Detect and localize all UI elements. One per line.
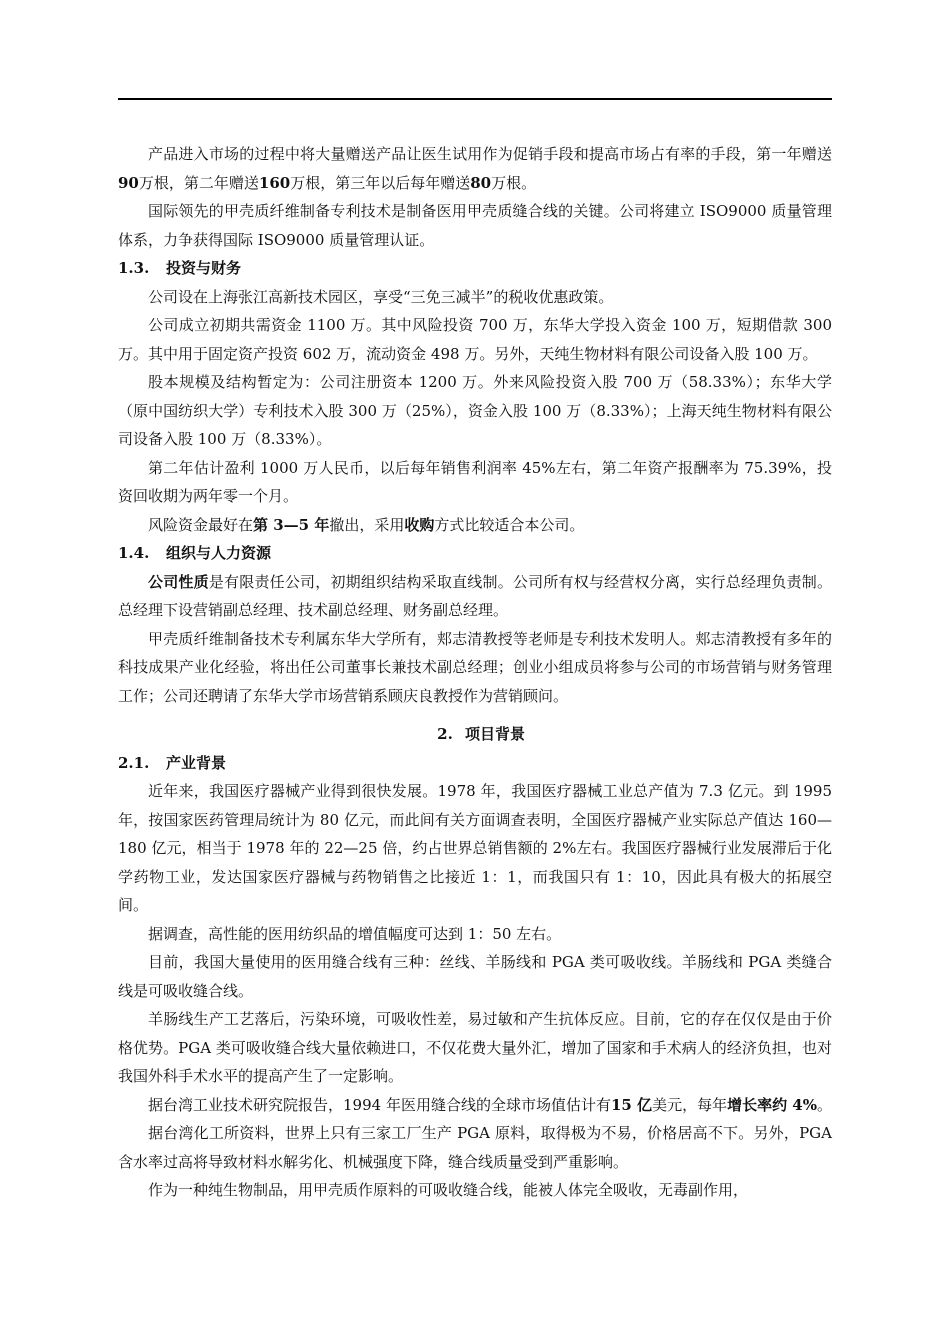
chapter-heading-2	[118, 720, 832, 749]
paragraph-market-value	[118, 1091, 832, 1120]
text: 撤出，采用	[329, 515, 405, 534]
document-body	[118, 140, 832, 1205]
bold-number: 80	[470, 173, 492, 192]
paragraph-survey: 据调查，高性能的医用纺织品的增值幅度可达到 1：50 左右。	[148, 924, 562, 943]
paragraph-industry: 近年来，我国医疗器械产业得到很快发展。1978 年，我国医疗器械工业总产值为 7.3 亿元。到 1995 年，按国家医药管理局统计为 80 亿元，而此间有关方面调查表明，全国医疗器械产业实际总产值达 160—180 亿元，相当于 1978 年的 22—25 倍，约占世界总销售额的 2%左右。我国医疗器械行业发展滞后于化学药物工业，发达国家医疗器械与药物销售之比接近 1：1，而我国只有 1：10，因此具有极大的拓展空间。	[118, 782, 832, 914]
section-heading-1-3	[118, 254, 832, 283]
text: 风险资金最好在	[148, 515, 254, 534]
paragraph-equity: 股本规模及结构暂定为：公司注册资本 1200 万。外来风险投资入股 700 万（58.33%）；东华大学（原中国纺织大学）专利技术入股 300 万（25%），资金入股 100 万（8.33%）；上海天纯生物材料有限公司设备入股 100 万（8.33%）。	[118, 373, 832, 448]
section-number: 2.1.	[118, 753, 150, 772]
paragraph-location: 公司设在上海张江高新技术园区，享受“三免三减半”的税收优惠政策。	[148, 287, 614, 306]
section-number: 1.4.	[118, 544, 150, 562]
section-heading-2-1	[118, 749, 832, 778]
chapter-title: 项目背景	[464, 725, 525, 743]
paragraph-team: 甲壳质纤维制备技术专利属东华大学所有，郏志清教授等老师是专利技术发明人。郏志清教授有多年的科技成果产业化经验，将出任公司董事长兼技术副总经理；创业小组成员将参与公司的市场营销与财务管理工作；公司还聘请了东华大学市场营销系顾庆良教授作为营销顾问。	[118, 629, 832, 705]
bold-text: 15 亿	[610, 1095, 653, 1114]
section-title: 投资与财务	[166, 259, 242, 277]
text: 万根。	[491, 173, 537, 192]
text: 美元，每年	[652, 1095, 728, 1114]
paragraph-promotion	[118, 140, 832, 197]
bold-text: 公司性质	[148, 572, 209, 591]
bold-text: 收购	[404, 515, 435, 534]
paragraph-exit	[118, 511, 832, 540]
chapter-number: 2.	[437, 725, 453, 743]
section-number: 1.3.	[118, 259, 150, 277]
section-title: 产业背景	[166, 753, 227, 772]
header-rule	[118, 98, 832, 100]
paragraph-catgut: 羊肠线生产工艺落后，污染环境，可吸收性差，易过敏和产生抗体反应。目前，它的存在仅仅是由于价格优势。PGA 类可吸收缝合线大量依赖进口，不仅花费大量外汇，增加了国家和手术病人的经济负担，也对我国外科手术水平的提高产生了一定影响。	[118, 1010, 832, 1085]
text: 方式比较适合本公司。	[434, 515, 585, 534]
bold-number: 90	[118, 173, 139, 192]
paragraph-chitin: 作为一种纯生物制品，用甲壳质作原料的可吸收缝合线，能被人体完全吸收，无毒副作用，	[148, 1181, 749, 1199]
bold-text: 第 3—5 年	[253, 515, 330, 534]
paragraph-profit: 第二年估计盈利 1000 万人民币，以后每年销售利润率 45%左右，第二年资产报酬率为 75.39%，投资回收期为两年零一个月。	[118, 458, 832, 505]
text: 万根，第三年以后每年赠送	[290, 173, 471, 192]
bold-text: 增长率约 4%	[727, 1095, 817, 1114]
bold-number: 160	[258, 173, 291, 192]
text: 。	[817, 1095, 833, 1114]
paragraph-iso: 国际领先的甲壳质纤维制备专利技术是制备医用甲壳质缝合线的关键。公司将建立 ISO9000 质量管理体系，力争获得国际 ISO9000 质量管理认证。	[118, 202, 832, 249]
section-heading-1-4	[118, 539, 832, 568]
paragraph-pga: 据台湾化工所资料，世界上只有三家工厂生产 PGA 原料，取得极为不易，价格居高不下。另外，PGA 含水率过高将导致材料水解劣化、机械强度下降，缝合线质量受到严重影响。	[118, 1124, 832, 1171]
text: 万根，第二年赠送	[138, 173, 259, 192]
text: 产品进入市场的过程中将大量赠送产品让医生试用作为促销手段和提高市场占有率的手段，第一年赠送	[148, 145, 832, 163]
paragraph-suture-types: 目前，我国大量使用的医用缝合线有三种：丝线、羊肠线和 PGA 类可吸收线。羊肠线和 PGA 类缝合线是可吸收缝合线。	[118, 953, 832, 1000]
paragraph-company-nature	[118, 568, 832, 625]
section-title: 组织与人力资源	[166, 544, 272, 562]
text: 是有限责任公司，初期组织结构采取直线制。公司所有权与经营权分离，实行总经理负责制。总经理下设营销副总经理、技术副总经理、财务副总经理。	[118, 572, 832, 619]
paragraph-funding: 公司成立初期共需资金 1100 万。其中风险投资 700 万，东华大学投入资金 100 万，短期借款 300 万。其中用于固定资产投资 602 万，流动资金 498 万。另外，天纯生物材料有限公司设备入股 100 万。	[118, 316, 832, 363]
text: 据台湾工业技术研究院报告，1994 年医用缝合线的全球市场值估计有	[148, 1095, 611, 1114]
